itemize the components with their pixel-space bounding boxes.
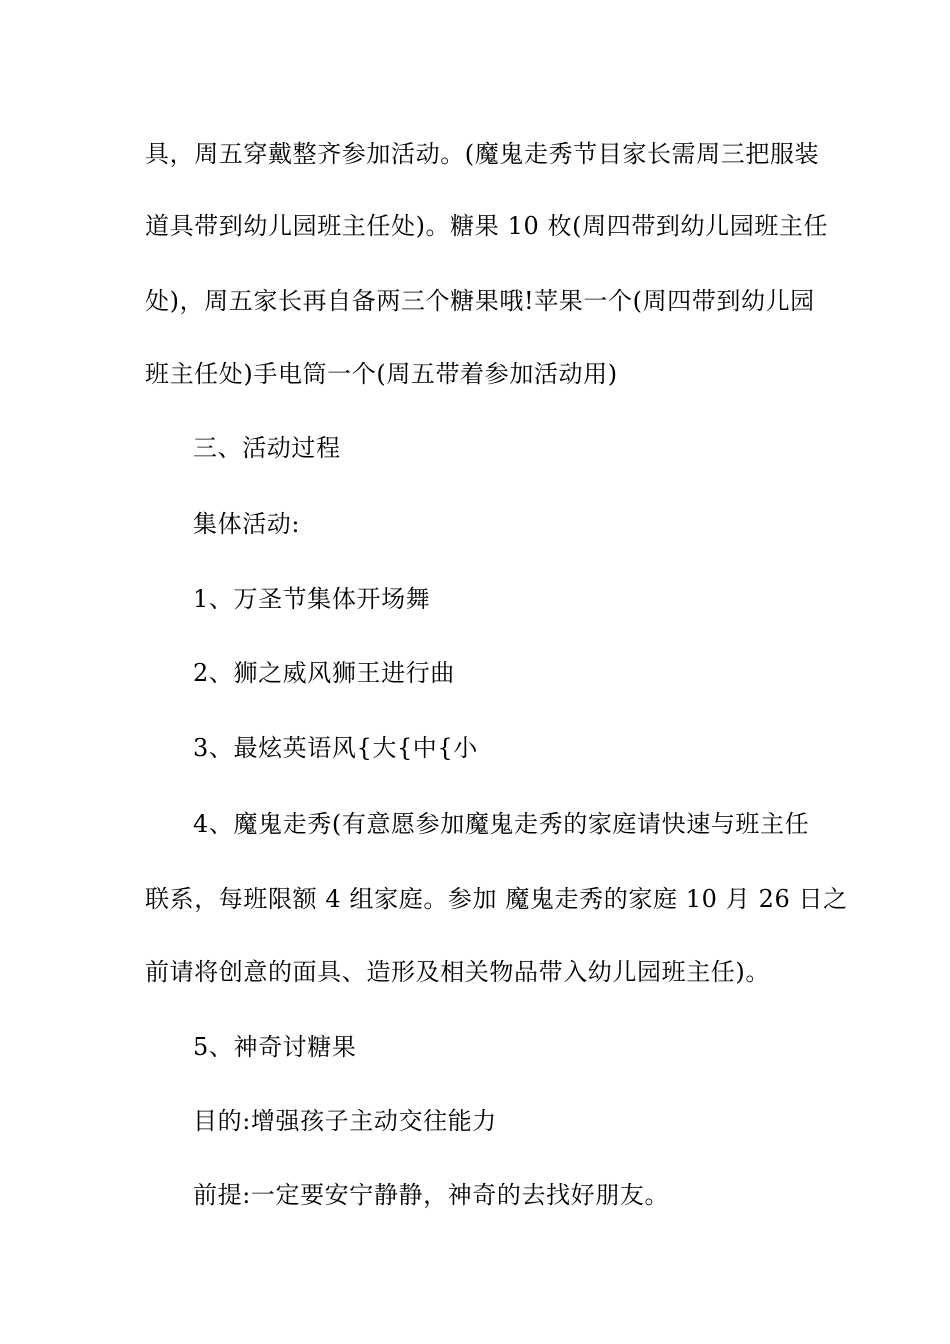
paragraph-line-1: 具，周五穿戴整齐参加活动。(魔鬼走秀节目家长需周三把服装 xyxy=(145,140,820,168)
paragraph-line-3: 处)，周五家长再自备两三个糖果哦!苹果一个(周四带到幼儿园 xyxy=(145,287,815,315)
list-item-4-continued-1: 联系，每班限额 4 组家庭。参加 魔鬼走秀的家庭 10 月 26 日之 xyxy=(145,885,848,913)
list-item-2: 2、狮之威风狮王进行曲 xyxy=(193,659,455,687)
list-item-5: 5、神奇讨糖果 xyxy=(193,1033,357,1061)
list-item-4: 4、魔鬼走秀(有意愿参加魔鬼走秀的家庭请快速与班主任 xyxy=(193,810,810,838)
section-heading: 三、活动过程 xyxy=(193,434,341,462)
list-item-3: 3、最炫英语风{大{中{小 xyxy=(193,734,478,762)
list-item-1: 1、万圣节集体开场舞 xyxy=(193,585,431,613)
list-item-4-continued-2: 前请将创意的面具、造形及相关物品带入幼儿园班主任)。 xyxy=(145,958,770,986)
premise-line: 前提:一定要安宁静静，神奇的去找好朋友。 xyxy=(193,1181,670,1209)
purpose-line: 目的:增强孩子主动交往能力 xyxy=(193,1107,497,1135)
paragraph-line-2: 道具带到幼儿园班主任处)。糖果 10 枚(周四带到幼儿园班主任 xyxy=(145,212,829,240)
subheading-group-activity: 集体活动: xyxy=(193,510,301,538)
paragraph-line-4: 班主任处)手电筒一个(周五带着参加活动用) xyxy=(145,360,618,388)
